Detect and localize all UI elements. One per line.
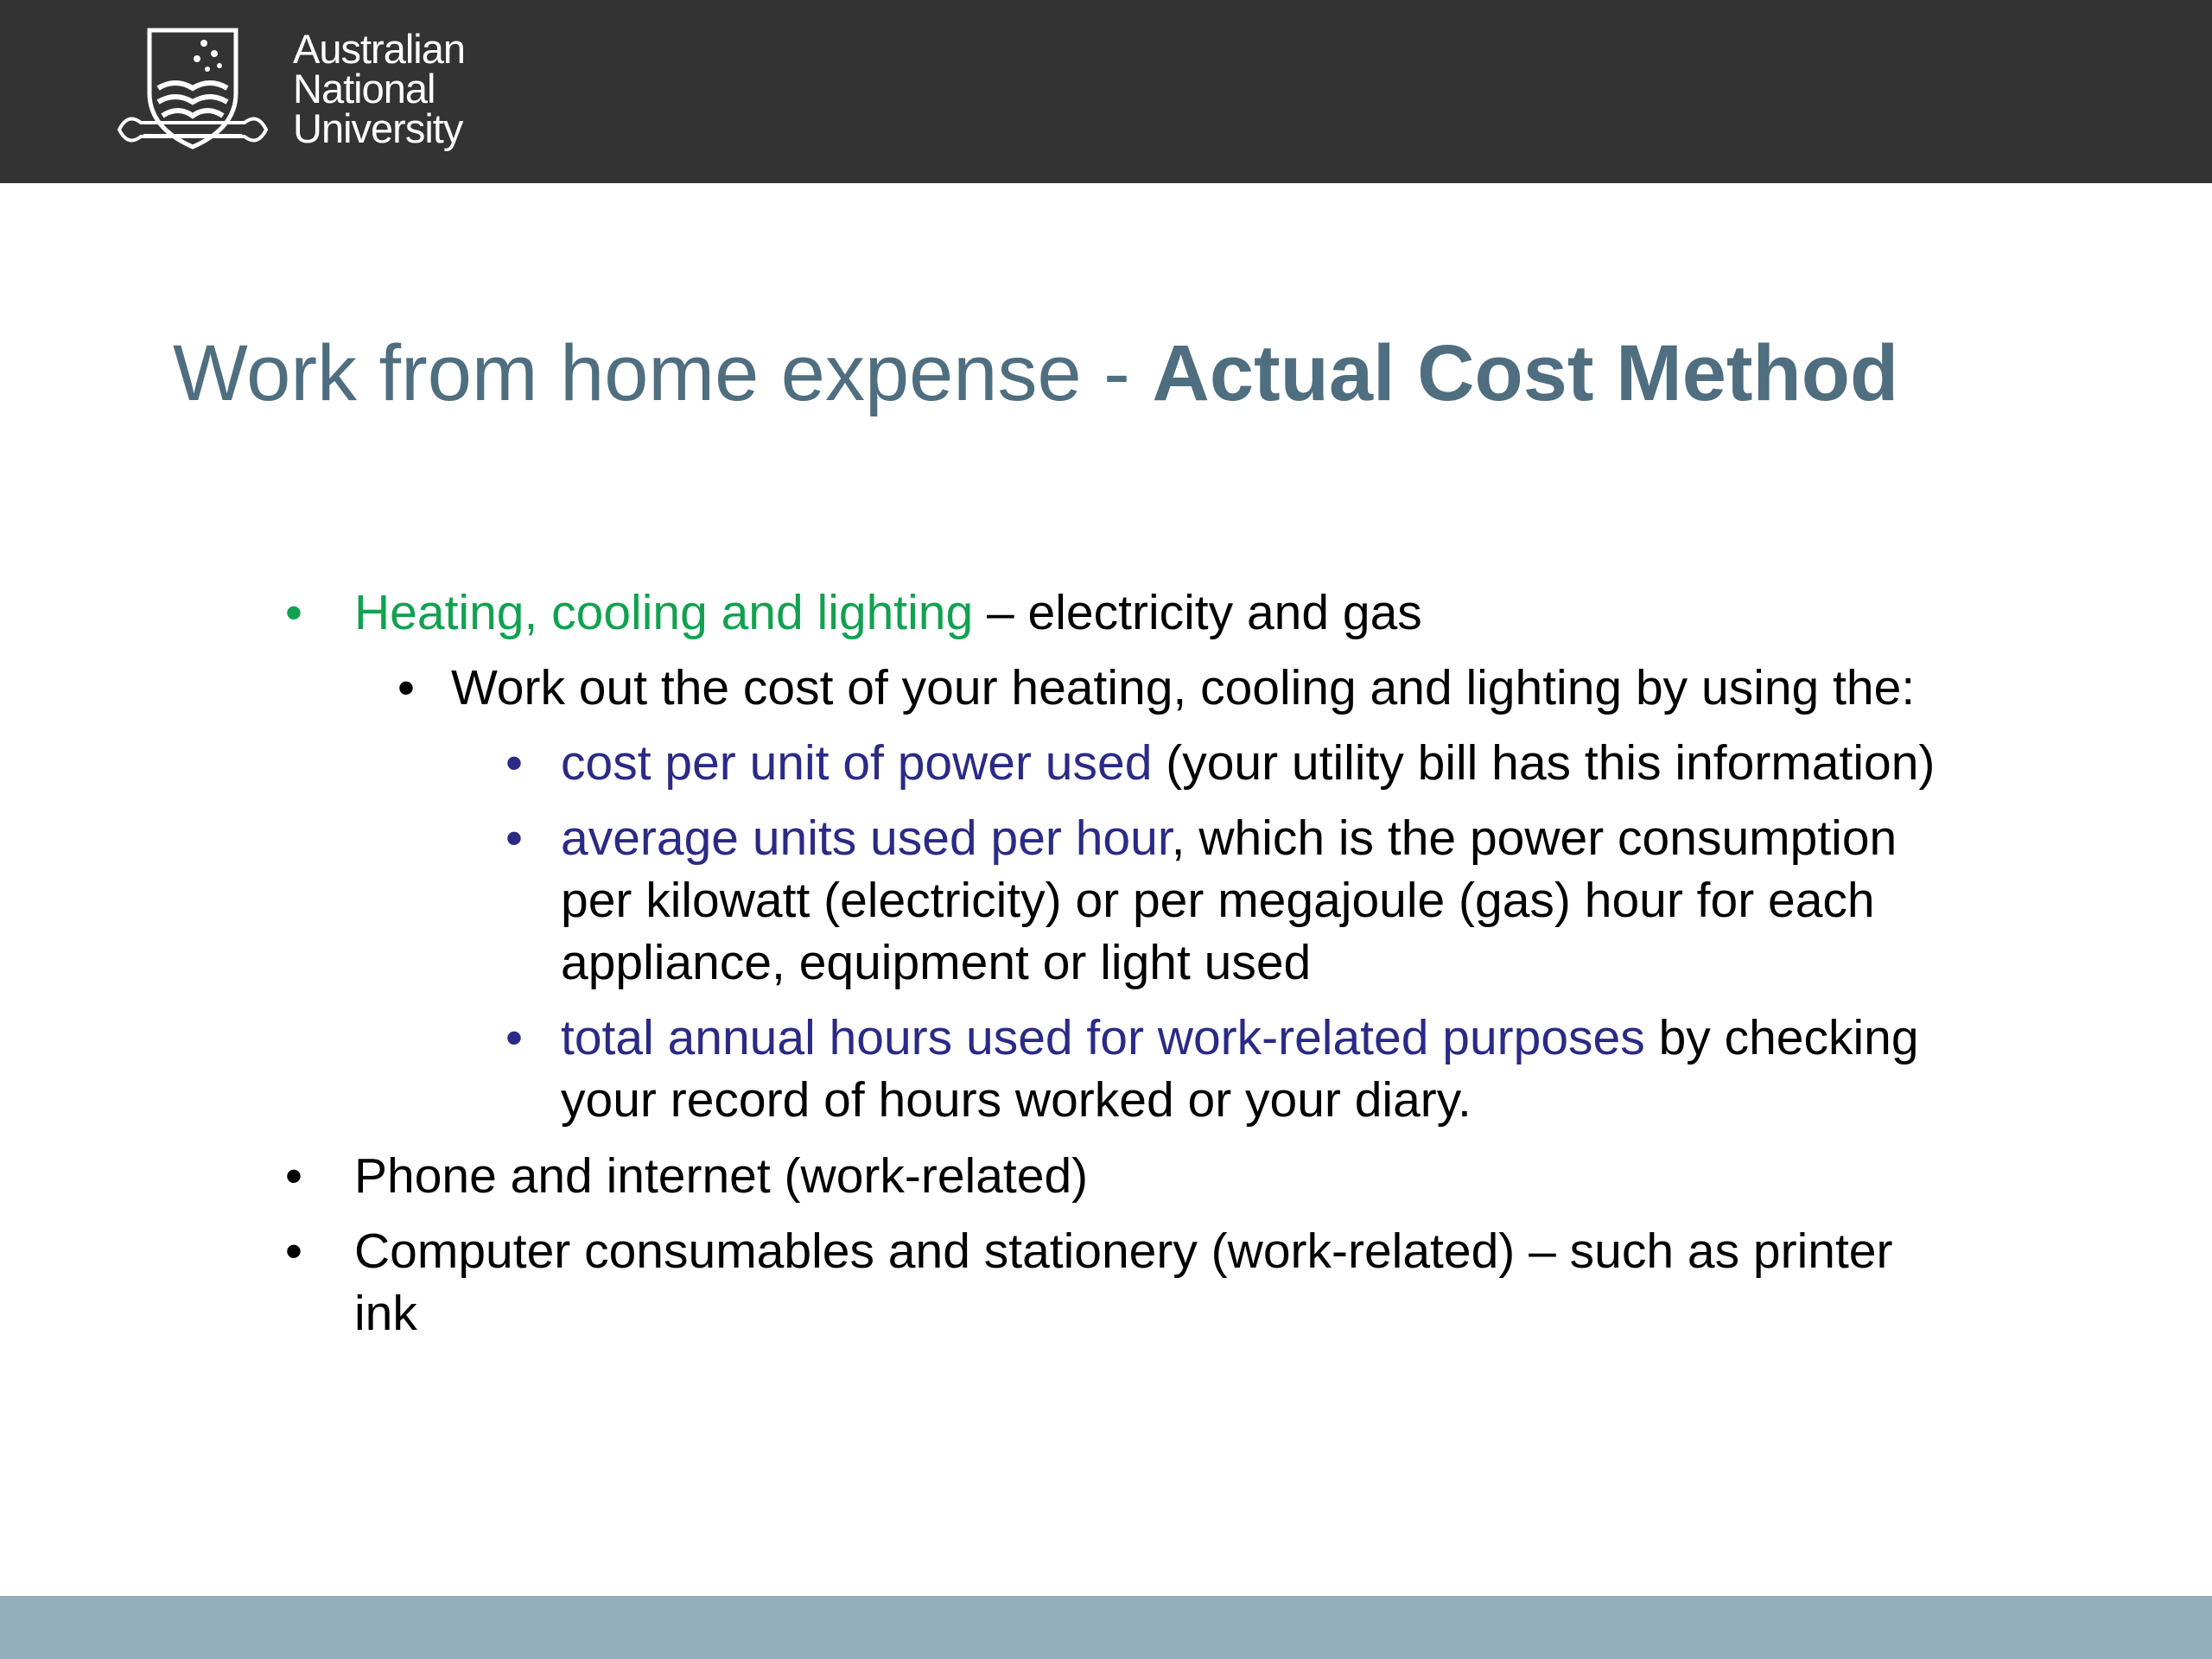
bullet-phone-internet: Phone and internet (work-related) bbox=[354, 1148, 1089, 1204]
slide-title-regular: Work from home expense - bbox=[173, 329, 1153, 417]
bullet-marker: • bbox=[505, 810, 523, 866]
wordmark-line-2: National bbox=[293, 66, 435, 111]
bullet-heating bbox=[354, 582, 1422, 644]
bullet-marker: • bbox=[285, 1148, 302, 1204]
bullet-computer-consumables-line2: ink bbox=[354, 1286, 417, 1341]
bullet-marker: • bbox=[505, 1010, 523, 1065]
bullet-average-units-highlight: average units used per hour bbox=[561, 810, 1172, 866]
bullet-computer-consumables: Computer consumables and stationery (work-related) – such as printer bbox=[354, 1224, 1893, 1279]
bullet-marker: • bbox=[397, 660, 415, 715]
bullet-cost-per-unit bbox=[561, 732, 1935, 794]
wordmark-line-1: Australian bbox=[293, 26, 465, 72]
bullet-marker: • bbox=[285, 585, 302, 640]
slide-title-bold: Actual Cost Method bbox=[1152, 329, 1899, 417]
bullet-marker: • bbox=[505, 735, 523, 791]
bullet-average-units-line2: per kilowatt (electricity) or per megajoule (gas) hour for each bbox=[561, 873, 1875, 928]
bullet-heating-highlight: Heating, cooling and lighting bbox=[354, 585, 974, 640]
bullet-average-units bbox=[561, 807, 1897, 869]
bullet-work-out-cost bbox=[451, 657, 1915, 719]
footer-bar bbox=[0, 1596, 2212, 1659]
bullet-cost-per-unit-rest: (your utility bill has this information) bbox=[1152, 735, 1936, 791]
bullet-average-units-rest: , which is the power consumption bbox=[1171, 810, 1897, 866]
bullet-heating-rest: – electricity and gas bbox=[973, 585, 1422, 640]
bullet-marker: • bbox=[285, 1224, 302, 1279]
bullet-work-out-cost-text: Work out the cost of your heating, cooling and lighting by using the: bbox=[451, 660, 1916, 715]
bullet-cost-per-unit-highlight: cost per unit of power used bbox=[561, 735, 1153, 791]
bullet-total-hours-highlight: total annual hours used for work-related purposes bbox=[561, 1010, 1645, 1065]
wordmark-line-3: University bbox=[293, 105, 463, 151]
bullet-total-hours-rest: by checking bbox=[1644, 1010, 1919, 1065]
bullet-total-hours-line2: your record of hours worked or your diary. bbox=[561, 1072, 1471, 1128]
bullet-total-hours bbox=[561, 1007, 1919, 1069]
bullet-average-units-line3: appliance, equipment or light used bbox=[561, 935, 1312, 990]
